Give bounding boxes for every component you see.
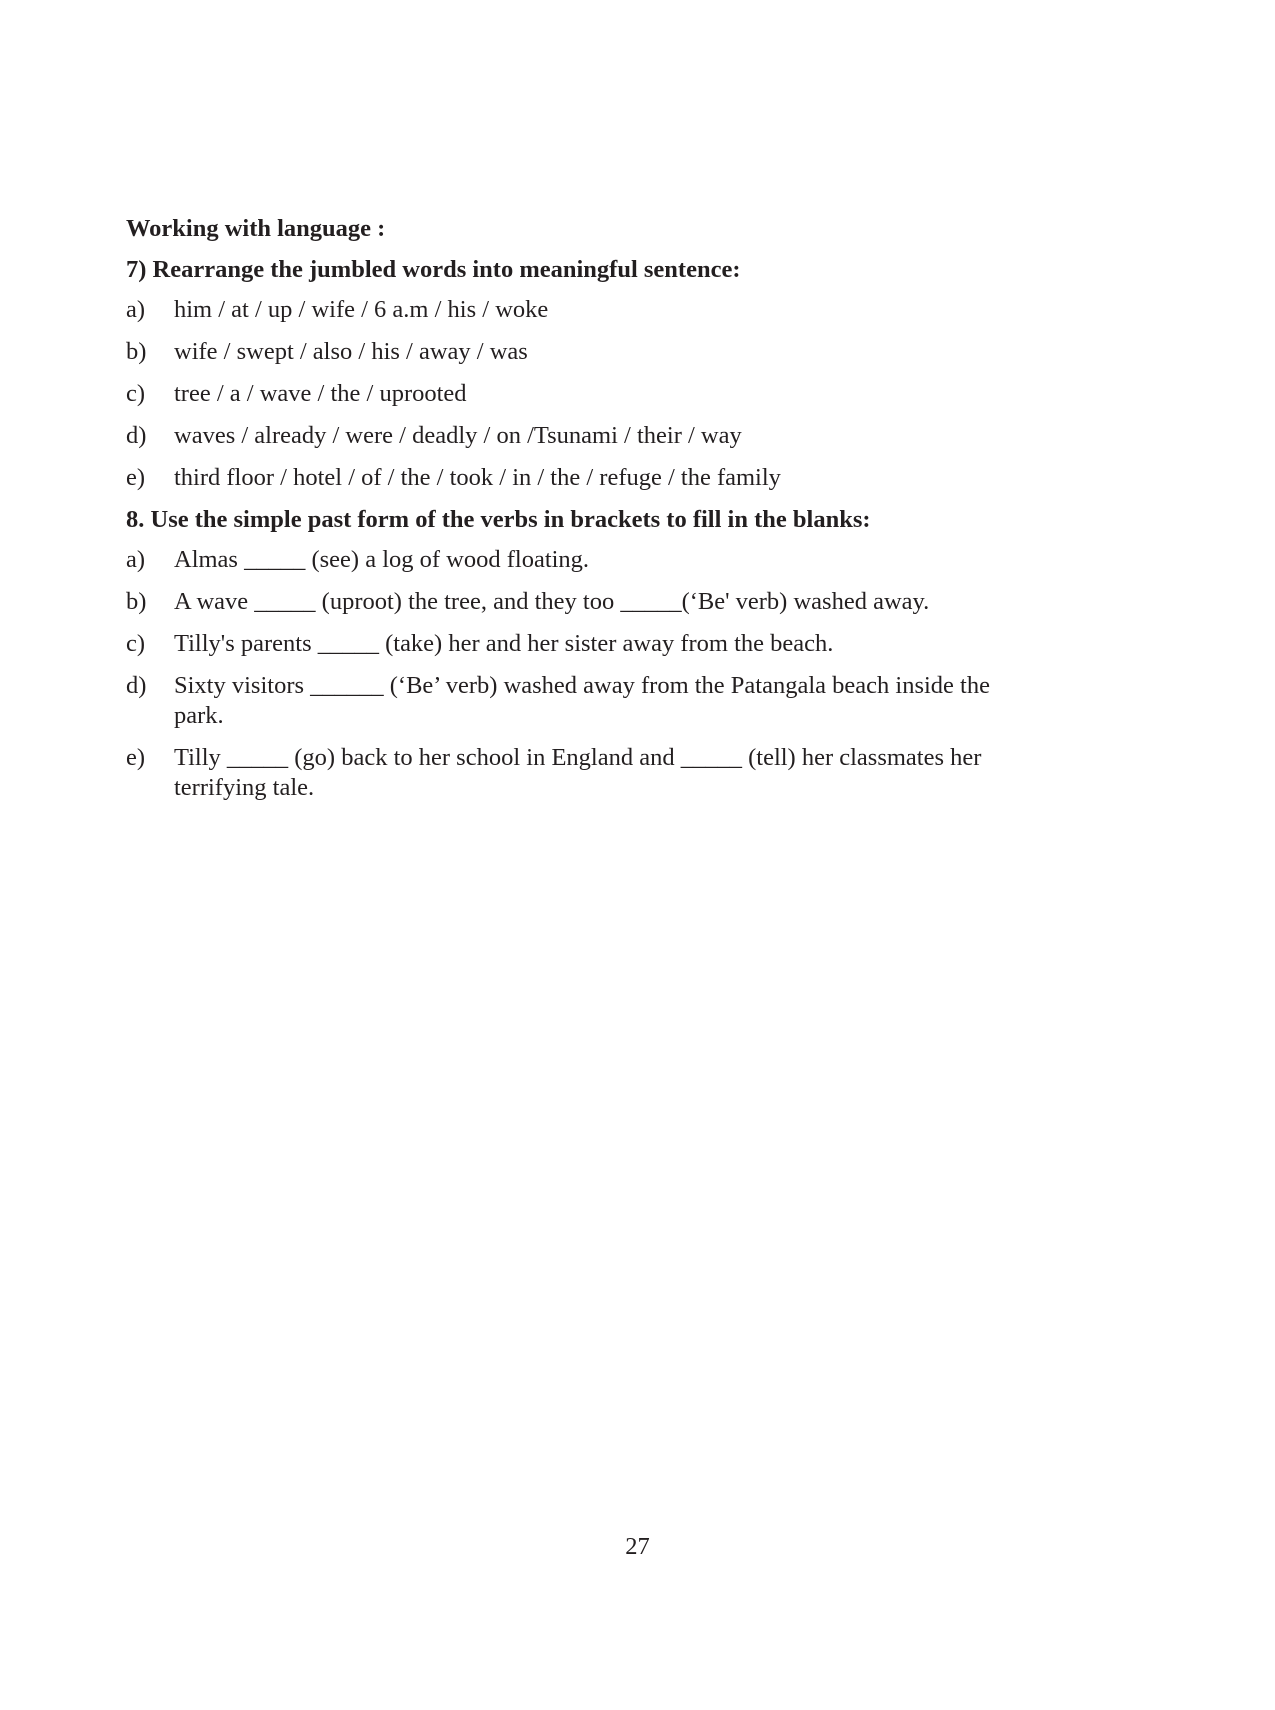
list-item [126,379,1026,409]
page-content [126,214,1026,815]
item-letter: d) [126,422,147,449]
item-text: Sixty visitors ______ (‘Be’ verb) washed away from the Patangala beach inside the park. [174,672,990,729]
item-text: waves / already / were / deadly / on /Tsunami / their / way [174,422,742,449]
item-letter: d) [126,672,147,699]
list-item [126,295,1026,325]
list-item [126,671,1026,731]
item-text: A wave _____ (uproot) the tree, and they too _____(‘Be' verb) washed away. [174,588,930,615]
item-text: Tilly's parents _____ (take) her and her sister away from the beach. [174,630,834,657]
item-letter: c) [126,630,146,657]
item-text: him / at / up / wife / 6 a.m / his / woke [174,296,549,323]
item-letter: a) [126,546,146,573]
question-7-title: 7) Rearrange the jumbled words into meaningful sentence: [126,256,741,283]
item-letter: c) [126,380,146,407]
list-item [126,337,1026,367]
item-text: wife / swept / also / his / away / was [174,338,528,365]
item-text: third floor / hotel / of / the / took / in / the / refuge / the family [174,464,781,491]
item-text: tree / a / wave / the / uprooted [174,380,467,407]
list-item [126,545,1026,575]
item-letter: a) [126,296,146,323]
item-letter: e) [126,464,146,491]
item-letter: b) [126,338,147,365]
list-item [126,421,1026,451]
item-text: Almas _____ (see) a log of wood floating. [174,546,590,573]
section-heading: Working with language : [126,215,386,242]
item-text: Tilly _____ (go) back to her school in England and _____ (tell) her classmates her terrifying tale. [174,744,982,801]
list-item [126,587,1026,617]
page-number: 27 [625,1533,650,1560]
list-item [126,743,1026,803]
item-letter: e) [126,744,146,771]
list-item [126,629,1026,659]
list-item [126,463,1026,493]
question-8-title: 8. Use the simple past form of the verbs in brackets to fill in the blanks: [126,506,871,533]
item-letter: b) [126,588,147,615]
